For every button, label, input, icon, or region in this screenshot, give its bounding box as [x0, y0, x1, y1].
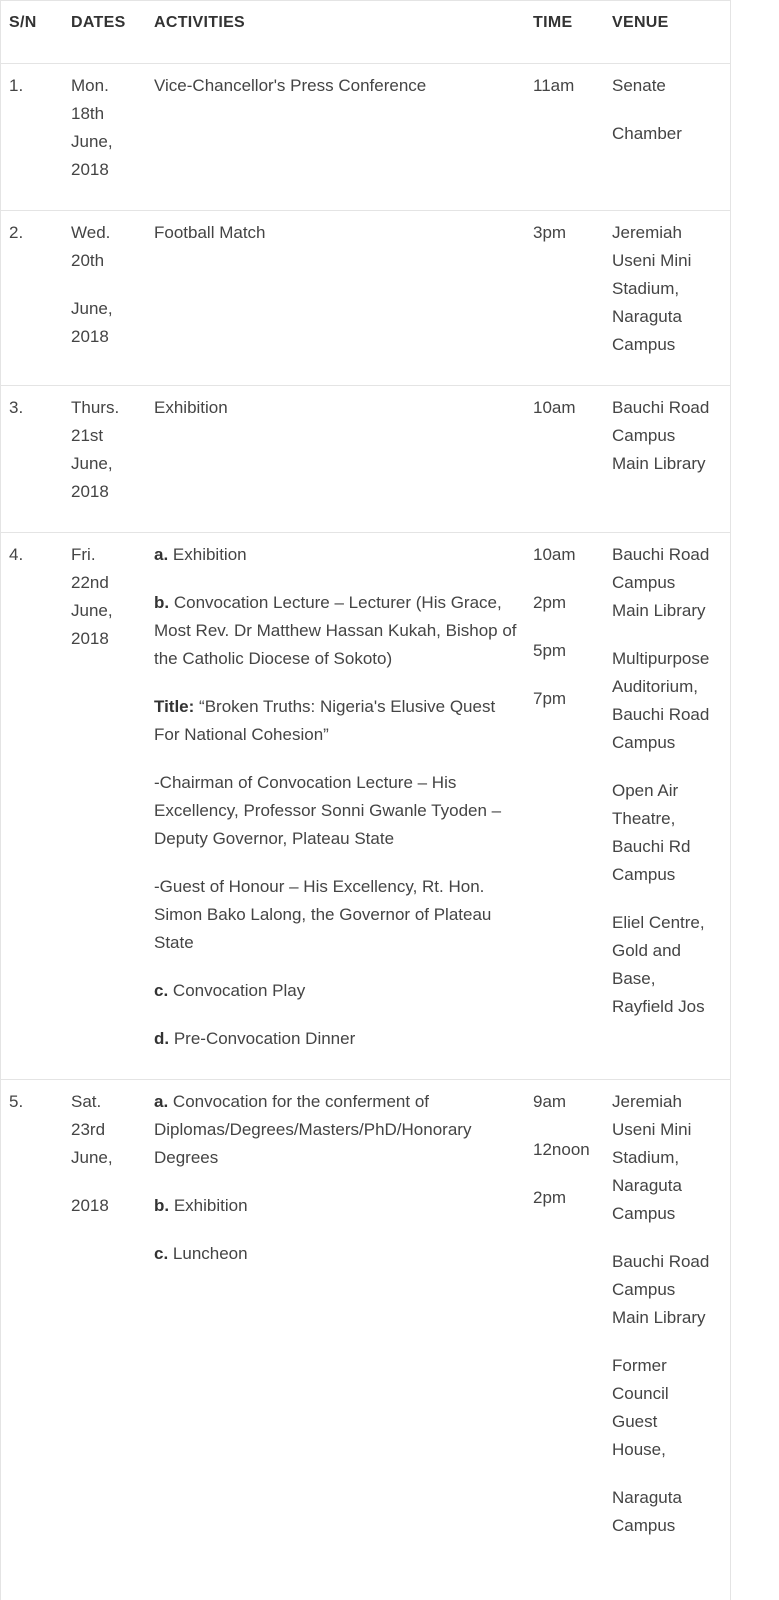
- time-entry: 7pm: [533, 689, 567, 708]
- row-sn: 1.: [9, 76, 24, 95]
- venue-line: Bauchi Road: [612, 705, 710, 724]
- table-row: [1, 533, 730, 1080]
- date-line: June,: [71, 299, 113, 318]
- venue-line: Theatre,: [612, 809, 676, 828]
- venue-line: Naraguta: [612, 1488, 682, 1507]
- row-sn: 3.: [9, 398, 24, 417]
- venue-line: Campus: [612, 335, 676, 354]
- activity-tag: c.: [154, 981, 169, 1000]
- venue-line: Base,: [612, 969, 656, 988]
- header-time: TIME: [533, 14, 573, 31]
- header-venue: VENUE: [612, 14, 669, 31]
- venue-line: House,: [612, 1440, 666, 1459]
- venue-line: Stadium,: [612, 279, 680, 298]
- activity-tag: b.: [154, 1196, 170, 1215]
- date-line: Fri.: [71, 545, 96, 564]
- row-venue: [612, 219, 727, 359]
- date-line: 2018: [71, 327, 109, 346]
- activity-tag: c.: [154, 1244, 169, 1263]
- row-time: 3pm: [533, 223, 567, 242]
- activity-text: Pre-Convocation Dinner: [169, 1029, 356, 1048]
- venue-line: Campus: [612, 426, 676, 445]
- venue-line: Useni Mini: [612, 1120, 692, 1139]
- venue-line: Multipurpose: [612, 649, 710, 668]
- activity-item: [154, 977, 522, 1005]
- date-line: Thurs.: [71, 398, 120, 417]
- header-sn: S/N: [9, 14, 37, 31]
- date-line: June,: [71, 132, 113, 151]
- venue-line: Senate: [612, 76, 666, 95]
- venue-line: Gold and: [612, 941, 681, 960]
- table-header-row: [1, 1, 730, 64]
- venue-line: Chamber: [612, 124, 682, 143]
- row-sn: 4.: [9, 545, 24, 564]
- row-venues: [612, 1088, 727, 1540]
- date-line: 22nd: [71, 573, 109, 592]
- venue-line: Naraguta: [612, 307, 682, 326]
- venue-line: Jeremiah: [612, 223, 682, 242]
- row-activity: Football Match: [154, 223, 266, 242]
- row-date: [71, 72, 149, 184]
- venue-line: Guest: [612, 1412, 658, 1431]
- row-date: [71, 219, 149, 351]
- row-activities: [154, 1088, 522, 1268]
- venue-line: Auditorium,: [612, 677, 698, 696]
- row-time: 11am: [533, 76, 575, 95]
- row-times: [533, 1088, 607, 1212]
- activity-item: [154, 873, 522, 957]
- row-venues: [612, 541, 727, 1021]
- activity-item: [154, 769, 522, 853]
- table-row: [1, 386, 730, 533]
- date-line: 2018: [71, 1196, 109, 1215]
- venue-line: Bauchi Road: [612, 545, 710, 564]
- date-line: 20th: [71, 251, 105, 270]
- activity-text: -Guest of Honour – His Excellency, Rt. Hon. Simon Bako Lalong, the Governor of Plateau State: [154, 877, 492, 952]
- activity-text: “Broken Truths: Nigeria's Elusive Quest For National Cohesion”: [154, 697, 496, 744]
- time-entry: 9am: [533, 1092, 567, 1111]
- date-line: Sat.: [71, 1092, 102, 1111]
- time-entry: 2pm: [533, 593, 567, 612]
- venue-line: Rayfield Jos: [612, 997, 705, 1016]
- venue-line: Open Air: [612, 781, 679, 800]
- activity-text: -Chairman of Convocation Lecture – His Excellency, Professor Sonni Gwanle Tyoden – Deputy Governor, Plateau State: [154, 773, 502, 848]
- row-activities: [154, 541, 522, 1053]
- venue-line: Stadium,: [612, 1148, 680, 1167]
- table-row: [1, 64, 730, 211]
- row-date: [71, 1088, 149, 1220]
- date-line: 18th: [71, 104, 105, 123]
- venue-line: Useni Mini: [612, 251, 692, 270]
- venue-line: Jeremiah: [612, 1092, 682, 1111]
- date-line: 2018: [71, 629, 109, 648]
- row-sn: 5.: [9, 1092, 24, 1111]
- header-dates: DATES: [71, 14, 126, 31]
- date-line: June,: [71, 1148, 113, 1167]
- row-venue: [612, 72, 727, 148]
- activity-item: [154, 1025, 522, 1053]
- time-entry: 5pm: [533, 641, 567, 660]
- row-time: 10am: [533, 398, 576, 417]
- date-line: 21st: [71, 426, 104, 445]
- time-entry: 10am: [533, 545, 576, 564]
- activity-item: [154, 1088, 522, 1172]
- activity-item: [154, 693, 522, 749]
- venue-line: Bauchi Road: [612, 398, 710, 417]
- date-line: 2018: [71, 482, 109, 501]
- activity-tag: Title:: [154, 697, 195, 716]
- row-date: [71, 394, 149, 506]
- row-date: [71, 541, 149, 653]
- activity-tag: a.: [154, 1092, 169, 1111]
- time-entry: 2pm: [533, 1188, 567, 1207]
- activity-text: Luncheon: [168, 1244, 248, 1263]
- date-line: June,: [71, 454, 113, 473]
- row-venue: [612, 394, 727, 478]
- row-sn: 2.: [9, 223, 24, 242]
- activity-tag: b.: [154, 593, 170, 612]
- activity-item: [154, 1192, 522, 1220]
- venue-line: Campus: [612, 1204, 676, 1223]
- activity-text: Convocation Lecture – Lecturer (His Grace, Most Rev. Dr Matthew Hassan Kukah, Bishop of the Catholic Diocese of Sokoto): [154, 593, 517, 668]
- row-activity: Vice-Chancellor's Press Conference: [154, 76, 427, 95]
- venue-line: Campus: [612, 1516, 676, 1535]
- row-activity: Exhibition: [154, 398, 228, 417]
- activity-tag: d.: [154, 1029, 170, 1048]
- date-line: June,: [71, 601, 113, 620]
- venue-line: Naraguta: [612, 1176, 682, 1195]
- time-entry: 12noon: [533, 1140, 590, 1159]
- date-line: Wed.: [71, 223, 111, 242]
- venue-line: Main Library: [612, 601, 706, 620]
- activity-item: [154, 589, 522, 673]
- venue-line: Campus: [612, 865, 676, 884]
- venue-line: Former: [612, 1356, 667, 1375]
- table-row: [1, 211, 730, 386]
- venue-line: Bauchi Road: [612, 1252, 710, 1271]
- venue-line: Campus: [612, 733, 676, 752]
- activity-tag: a.: [154, 545, 169, 564]
- venue-line: Campus: [612, 573, 676, 592]
- activity-item: [154, 1240, 522, 1268]
- venue-line: Campus: [612, 1280, 676, 1299]
- activity-text: Exhibition: [168, 545, 247, 564]
- activity-item: [154, 541, 522, 569]
- venue-line: Bauchi Rd: [612, 837, 691, 856]
- activity-text: Convocation Play: [168, 981, 306, 1000]
- date-line: Mon.: [71, 76, 109, 95]
- activity-text: Exhibition: [169, 1196, 248, 1215]
- venue-line: Main Library: [612, 1308, 706, 1327]
- date-line: 23rd: [71, 1120, 106, 1139]
- venue-line: Eliel Centre,: [612, 913, 705, 932]
- table-row: [1, 1080, 730, 1600]
- activity-text: Convocation for the conferment of Diplomas/Degrees/Masters/PhD/Honorary Degrees: [154, 1092, 472, 1167]
- venue-line: Main Library: [612, 454, 706, 473]
- venue-line: Council: [612, 1384, 669, 1403]
- date-line: 2018: [71, 160, 109, 179]
- header-activities: ACTIVITIES: [154, 14, 246, 31]
- row-times: [533, 541, 607, 713]
